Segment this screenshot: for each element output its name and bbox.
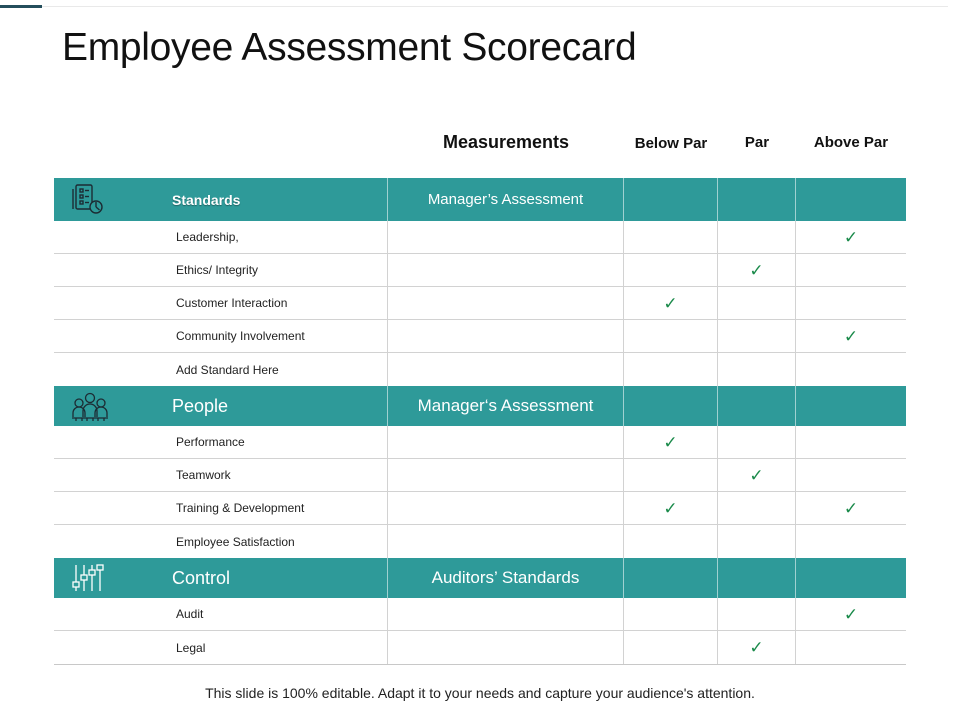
measurement-cell (388, 426, 624, 458)
section-assessment: Auditors’ Standards (431, 568, 580, 587)
page-title: Employee Assessment Scorecard (62, 26, 637, 69)
above-par-cell (796, 320, 906, 352)
table-row (54, 353, 906, 386)
people-group-icon (70, 389, 106, 423)
measurement-cell (388, 320, 624, 352)
top-divider (42, 6, 948, 7)
above-par-cell (796, 492, 906, 524)
table-row (54, 254, 906, 287)
section-below-cell (624, 178, 718, 221)
table-row (54, 598, 906, 631)
section-assessment-cell (388, 178, 624, 221)
section-above-cell (796, 386, 906, 426)
table-row (54, 320, 906, 353)
par-cell (718, 426, 796, 458)
above-par-cell (796, 353, 906, 386)
measurement-cell (388, 525, 624, 558)
section-title: Standards (172, 191, 241, 208)
table-row (54, 492, 906, 525)
par-cell (718, 287, 796, 319)
table-row (54, 287, 906, 320)
check-icon: ✓ (843, 326, 859, 346)
section-below-cell (624, 386, 718, 426)
measurement-cell (388, 459, 624, 491)
row-label: Community Involvement (54, 320, 388, 352)
section-assessment: Manager‘s Assessment (417, 396, 594, 415)
check-icon: ✓ (843, 498, 859, 518)
row-label: Training & Development (54, 492, 388, 524)
scorecard-table (54, 178, 906, 664)
sliders-control-icon (70, 561, 106, 595)
above-par-cell (796, 254, 906, 286)
check-icon: ✓ (663, 498, 678, 518)
measurement-cell (388, 631, 624, 664)
above-par-cell (796, 525, 906, 558)
section-assessment-cell (388, 386, 624, 426)
below-par-cell (624, 598, 718, 630)
measurement-cell (388, 221, 624, 253)
par-cell (718, 492, 796, 524)
table-row (54, 426, 906, 459)
row-label: Performance (54, 426, 388, 458)
above-par-cell (796, 631, 906, 664)
below-par-cell (624, 287, 718, 319)
top-accent-bar (0, 5, 42, 8)
section-row-control (54, 558, 906, 598)
check-icon: ✓ (749, 465, 764, 485)
par-cell (718, 320, 796, 352)
row-label: Teamwork (54, 459, 388, 491)
check-icon: ✓ (749, 260, 764, 280)
table-row (54, 525, 906, 558)
below-par-cell (624, 254, 718, 286)
par-cell (718, 221, 796, 253)
row-label: Legal (54, 631, 388, 664)
par-cell (718, 254, 796, 286)
row-label: Add Standard Here (54, 353, 388, 386)
section-title: People (172, 395, 229, 416)
measurement-cell (388, 287, 624, 319)
section-above-cell (796, 178, 906, 221)
row-label: Employee Satisfaction (54, 525, 388, 558)
par-cell (718, 525, 796, 558)
table-bottom-rule (54, 664, 906, 665)
par-cell (718, 631, 796, 664)
section-items-people (54, 426, 906, 558)
measurement-cell (388, 254, 624, 286)
row-label: Customer Interaction (54, 287, 388, 319)
section-row-people (54, 386, 906, 426)
above-par-cell (796, 221, 906, 253)
table-row (54, 221, 906, 254)
table-row (54, 631, 906, 664)
footer-note: This slide is 100% editable. Adapt it to your needs and capture your audience's attention. (205, 685, 755, 701)
section-par-cell (718, 558, 796, 598)
measurement-cell (388, 492, 624, 524)
below-par-cell (624, 426, 718, 458)
column-header-below-par: Below Par (634, 135, 708, 152)
row-label: Ethics/ Integrity (54, 254, 388, 286)
section-par-cell (718, 386, 796, 426)
check-icon: ✓ (843, 604, 859, 624)
measurement-cell (388, 353, 624, 386)
column-header-above-par: Above Par (813, 134, 889, 151)
row-label: Audit (54, 598, 388, 630)
above-par-cell (796, 287, 906, 319)
section-assessment: Manager’s Assessment (427, 191, 584, 208)
below-par-cell (624, 525, 718, 558)
section-below-cell (624, 558, 718, 598)
section-above-cell (796, 558, 906, 598)
section-label-cell (54, 558, 388, 598)
below-par-cell (624, 320, 718, 352)
above-par-cell (796, 426, 906, 458)
below-par-cell (624, 459, 718, 491)
column-header-measurements: Measurements (442, 132, 570, 152)
above-par-cell (796, 459, 906, 491)
below-par-cell (624, 353, 718, 386)
check-icon: ✓ (663, 293, 678, 313)
below-par-cell (624, 492, 718, 524)
section-title: Control (172, 567, 231, 588)
column-header-par: Par (744, 134, 770, 151)
below-par-cell (624, 221, 718, 253)
check-icon: ✓ (843, 227, 859, 247)
check-icon: ✓ (663, 432, 678, 452)
section-items-standards (54, 221, 906, 386)
par-cell (718, 459, 796, 491)
section-items-control (54, 598, 906, 664)
section-label-cell (54, 386, 388, 426)
check-icon: ✓ (749, 638, 764, 657)
measurement-cell (388, 598, 624, 630)
below-par-cell (624, 631, 718, 664)
section-label-cell (54, 178, 388, 221)
par-cell (718, 353, 796, 386)
section-par-cell (718, 178, 796, 221)
section-row-standards (54, 178, 906, 221)
table-row (54, 459, 906, 492)
scorecard-icon (70, 183, 106, 217)
par-cell (718, 598, 796, 630)
row-label: Leadership, (54, 221, 388, 253)
above-par-cell (796, 598, 906, 630)
section-assessment-cell (388, 558, 624, 598)
